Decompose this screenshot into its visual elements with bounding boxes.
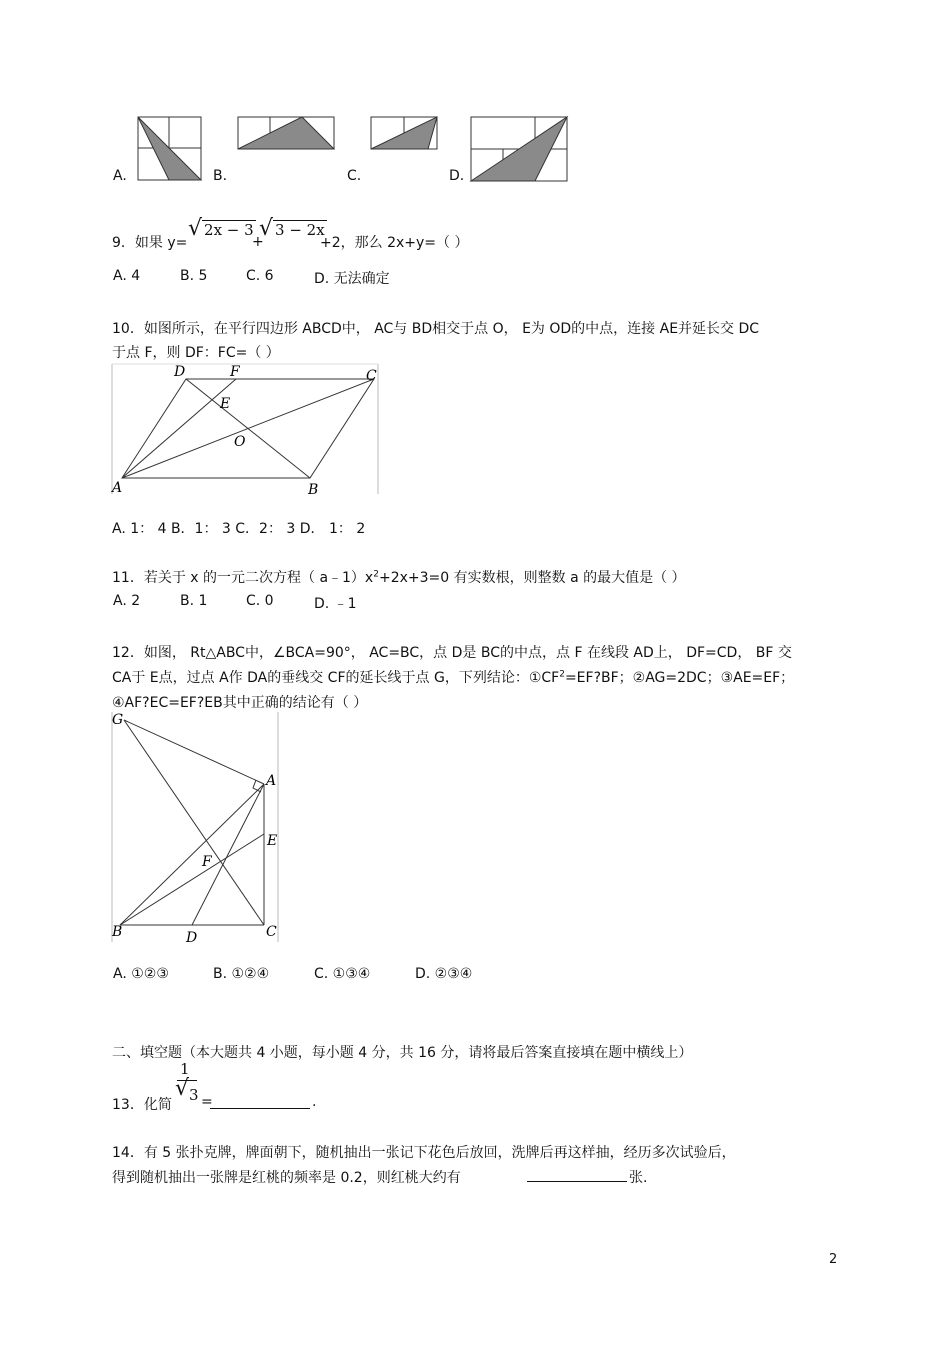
q11-option-a: A. 2 [113,593,141,609]
q9-option-a: A. 4 [113,268,141,284]
q8-figure-d [470,116,570,184]
q8-figure-b [237,116,337,152]
q10-stem-line2: 于点 F，则 DF：FC=（ ） [112,345,280,361]
q12-option-a: A. ①②③ [113,966,169,982]
q14-stem-line2b: 张. [629,1170,648,1186]
q12-stem-line2: CA于 E点，过点 A作 DA的垂线交 CF的延长线于点 G，下列结论：$①CF^2=EF?BF$；②AG=2DC；③AE=EF； [112,669,795,686]
q10-label-a: A [112,480,123,496]
q9-option-c: C. 6 [246,268,274,284]
q9-radical-1: √ 2x − 3 [188,216,254,241]
q9-question: 9．如果 y= [112,235,188,251]
q13-equals: = [201,1094,213,1110]
q8-option-c: C. [347,168,362,184]
q12-label-g: G [112,712,124,728]
q9-radical-2: √ 3 − 2x [259,216,325,241]
q13-numerator: 1 [180,1060,190,1078]
q13-answer-blank[interactable] [210,1094,310,1109]
q9-option-d: D. 无法确定 [314,271,390,287]
q8-option-d: D. [449,168,465,184]
q8-option-a: A. [113,168,127,184]
q13-prefix: 13．化简 [112,1097,172,1113]
q8-option-b: B. [213,168,228,184]
q10-label-f: F [230,364,240,380]
q12-label-d: D [186,930,198,946]
q11-option-c: C. 0 [246,593,274,609]
q11-option-b: B. 1 [180,593,208,609]
q12-label-c: C [266,924,277,940]
q10-label-c: C [366,368,377,384]
q13-suffix: . [312,1094,317,1110]
q12-option-d: D. ②③④ [415,966,473,982]
q11-stem: 11．若关于 x 的一元二次方程（ $a﹣1)x^2+2x+3=0$ 有实数根，则整数 a 的最大值是（ ） [112,569,686,586]
q13-denominator: 3 [189,1086,199,1104]
q8-figure-a [137,116,203,182]
q9-stem-suffix: +2，那么 2x+y=（ ） [320,235,469,251]
q12-label-e: E [267,833,278,849]
q14-answer-blank[interactable] [527,1167,627,1182]
q12-label-f: F [202,854,212,870]
q10-label-d: D [174,364,186,380]
page-number: 2 [829,1252,838,1267]
q14-stem-line2a: 得到随机抽出一张牌是红桃的频率是 0.2，则红桃大约有 [112,1170,461,1186]
q12-stem-line3: ④AF?EC=EF?EB其中正确的结论有（ ） [112,695,368,711]
q12-label-a: A [266,773,277,789]
q10-label-o: O [234,434,246,450]
q11-option-d: D. ﹣1 [314,596,357,612]
q12-label-b: B [112,924,123,940]
q12-option-b: B. ①②④ [213,966,270,982]
q10-label-b: B [308,482,319,498]
q10-stem-line1: 10．如图所示，在平行四边形 ABCD中， AC与 BD相交于点 O， E为 OD的中点，连接 AE并延长交 DC [112,321,760,337]
q14-stem-line1: 14．有 5 张扑克牌，牌面朝下，随机抽出一张记下花色后放回，洗牌后再这样抽，经历多次试验后， [112,1145,736,1161]
q10-label-e: E [220,396,231,412]
section2-title: 二、填空题（本大题共 4 小题，每小题 4 分，共 16 分，请将最后答案直接填在题中横线上） [112,1045,693,1061]
q10-figure [112,364,382,496]
q12-option-c: C. ①③④ [314,966,371,982]
q10-options: A. 1： 4 B．1： 3 C．2： 3 D． 1： 2 [112,521,366,537]
q12-stem-line1: 12．如图， Rt△ABC中，∠BCA=90°， AC=BC，点 D是 BC的中点，点 F 在线段 AD上， DF=CD， BF 交 [112,645,792,661]
q12-figure [112,712,282,944]
q9-option-b: B. 5 [180,268,208,284]
q9-plus: + [252,234,264,250]
q8-figure-c [370,116,440,152]
